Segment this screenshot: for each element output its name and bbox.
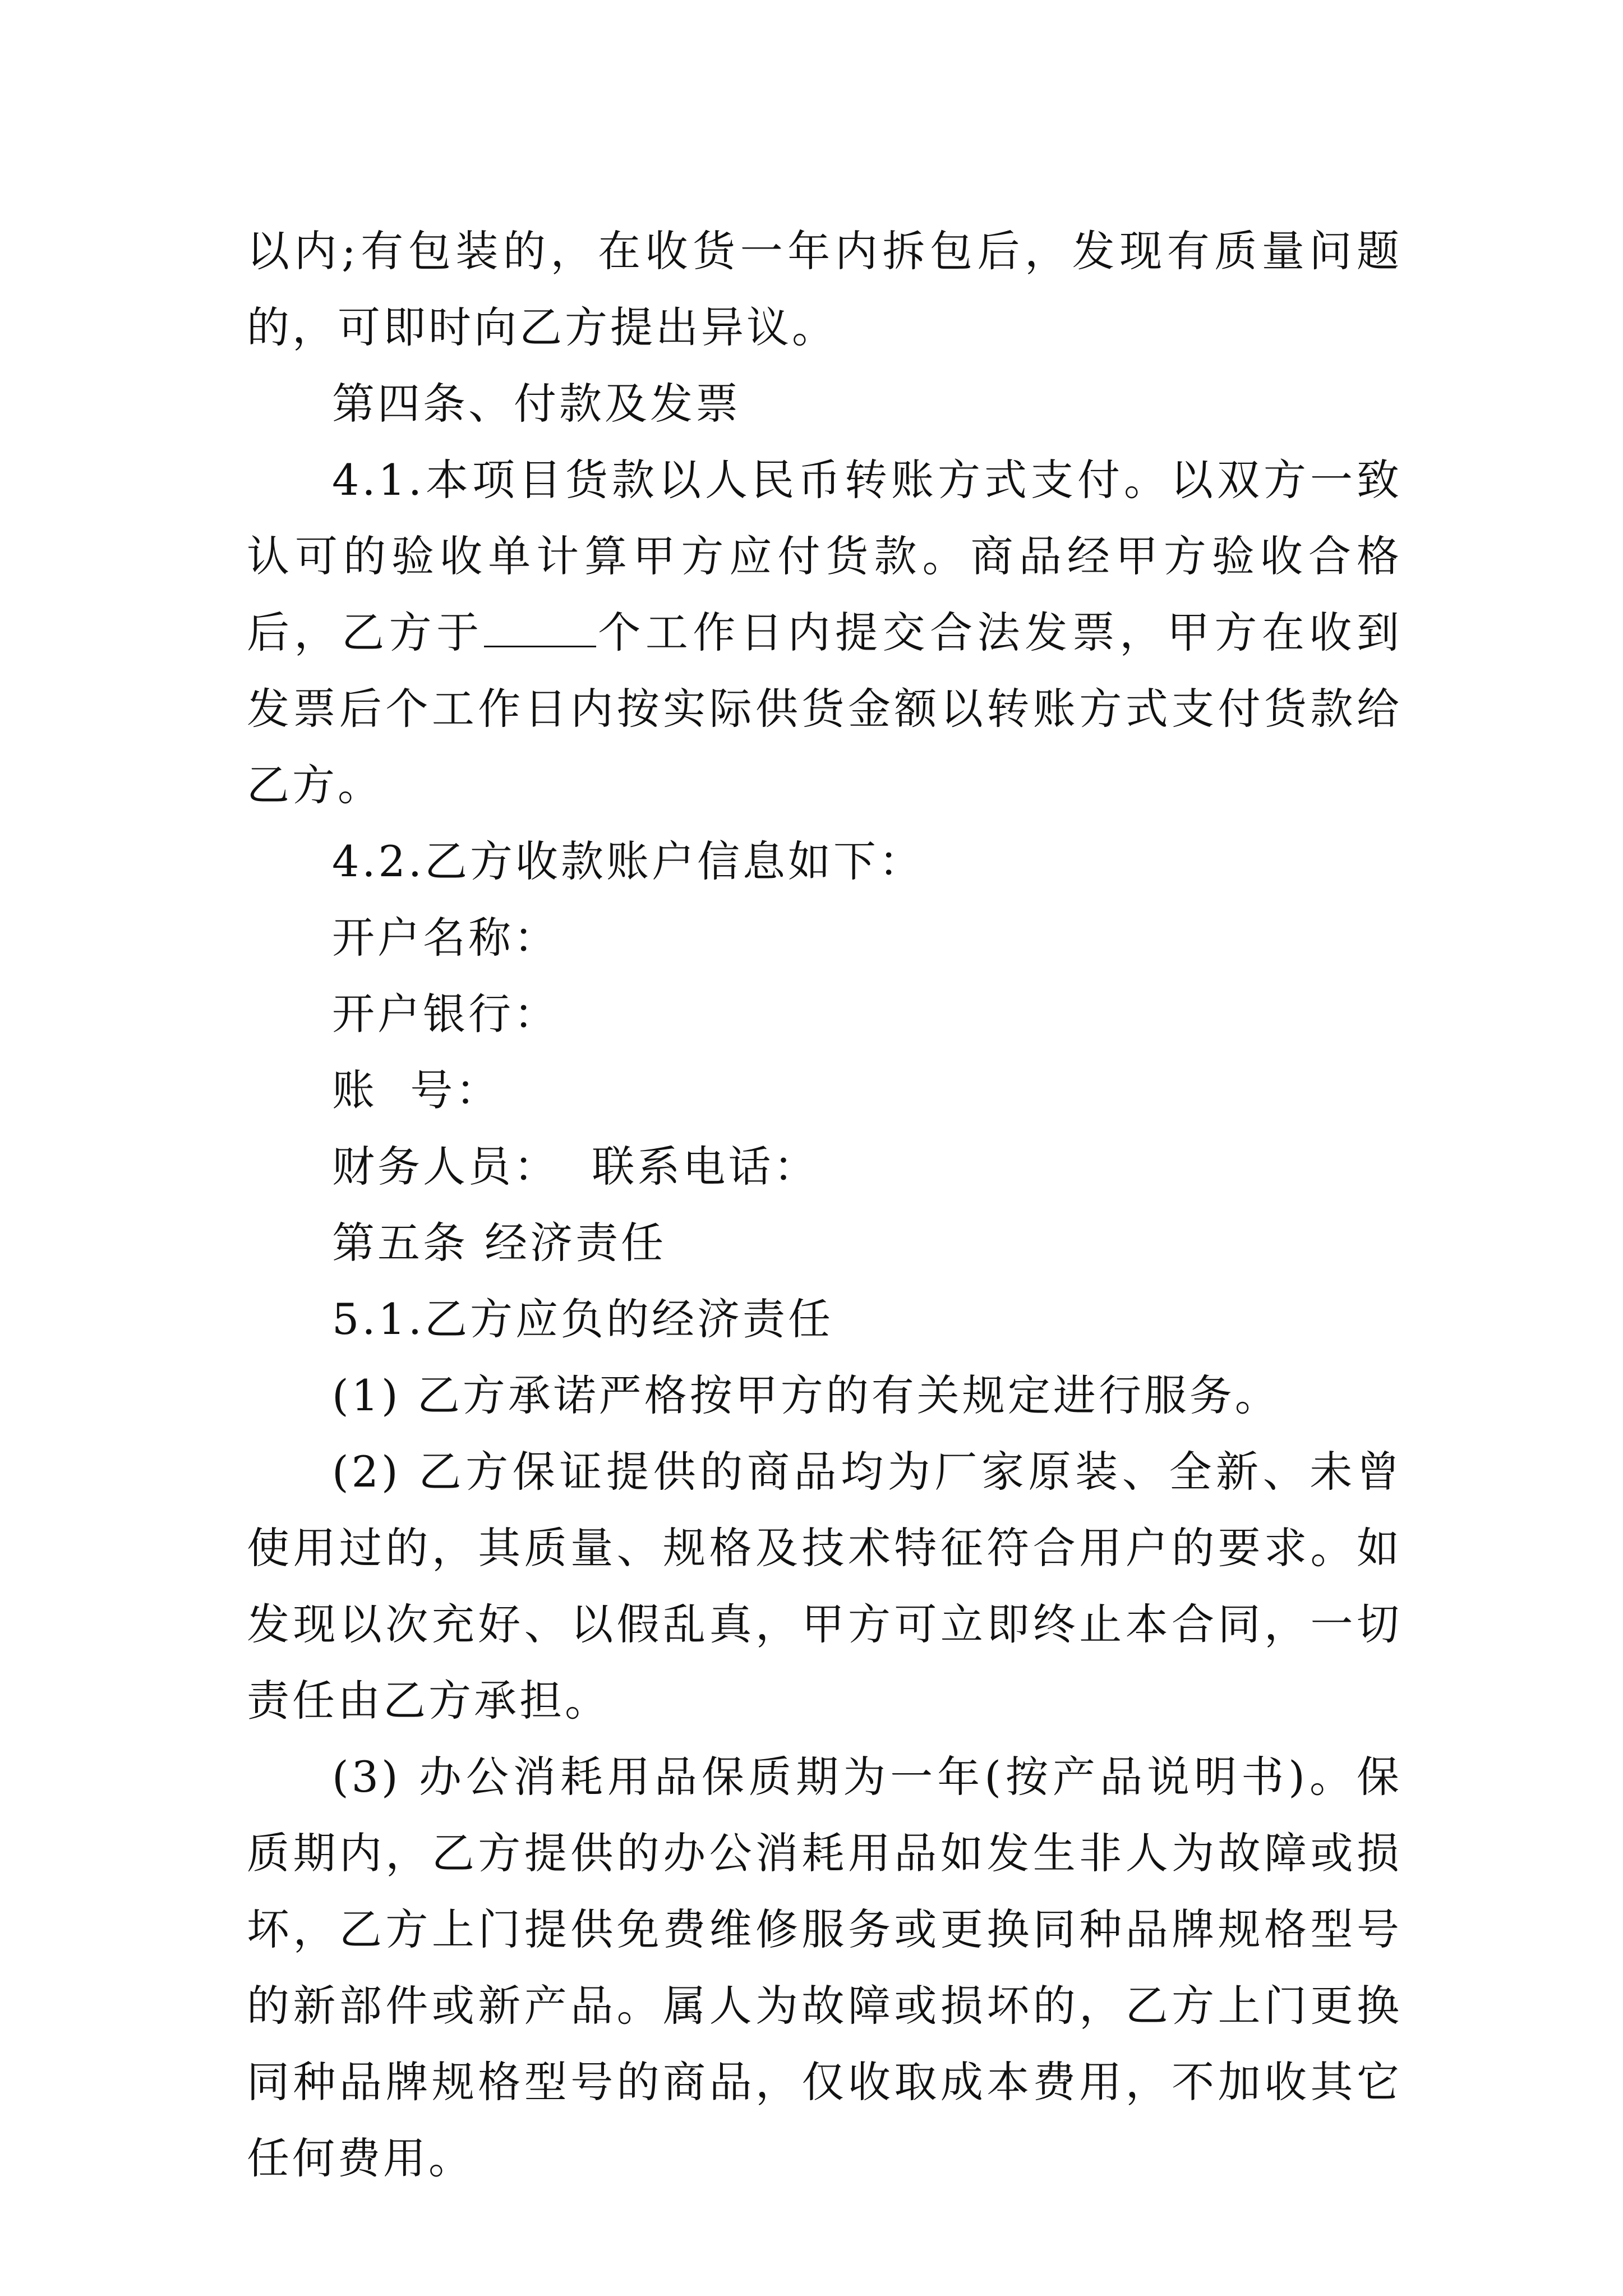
document-body (247, 213, 1402, 2197)
field-bank-name: 开户银行： (332, 989, 559, 1039)
heading-article-five: 第五条 经济责任 (332, 1218, 667, 1268)
heading-article-four: 第四条、付款及发票 (332, 379, 741, 429)
paragraph-payment-method (247, 442, 1402, 823)
clause-3-warranty: (3) 办公消耗用品保质期为一年(按产品说明书)。保质期内，乙方提供的办公消耗用品如发生非人为故障或损坏，乙方上门提供免费维修服务或更换同种品牌规格型号的新部件或新产品。属人为故障或损坏的，乙方上门更换同种品牌规格型号的商品，仅收取成本费用，不加收其它任何费用。 (247, 1752, 1402, 2183)
field-finance-contact: 财务人员： 联系电话： (332, 1142, 819, 1191)
field-account-number: 账 号： (332, 1065, 501, 1115)
payment-text-after-blank: 个工作日内提交合法发票，甲方在收到发票后个工作日内按实际供货金额以转账方式支付货款给乙方。 (247, 608, 1403, 810)
field-account-name: 开户名称： (332, 913, 559, 963)
paragraph-quality-objection: 以内;有包装的，在收货一年内拆包后，发现有质量问题的，可即时向乙方提出异议。 (247, 226, 1402, 352)
heading-section-5-1: 5.1.乙方应负的经济责任 (332, 1294, 834, 1344)
clause-1-service-commitment: (1) 乙方承诺严格按甲方的有关规定进行服务。 (332, 1370, 1280, 1420)
clause-2-product-guarantee: (2) 乙方保证提供的商品均为厂家原装、全新、未曾使用过的，其质量、规格及技术特征符合用户的要求。如发现以次充好、以假乱真，甲方可立即终止本合同，一切责任由乙方承担。 (247, 1447, 1402, 1726)
payment-text-before-blank: 4.1.本项目货款以人民币转账方式支付。以双方一致认可的验收单计算甲方应付货款。商品经甲方验收合格后，乙方于 (247, 455, 1402, 657)
blank-days-field (484, 612, 596, 647)
paragraph-account-info-intro: 4.2.乙方收款账户信息如下： (332, 836, 925, 886)
